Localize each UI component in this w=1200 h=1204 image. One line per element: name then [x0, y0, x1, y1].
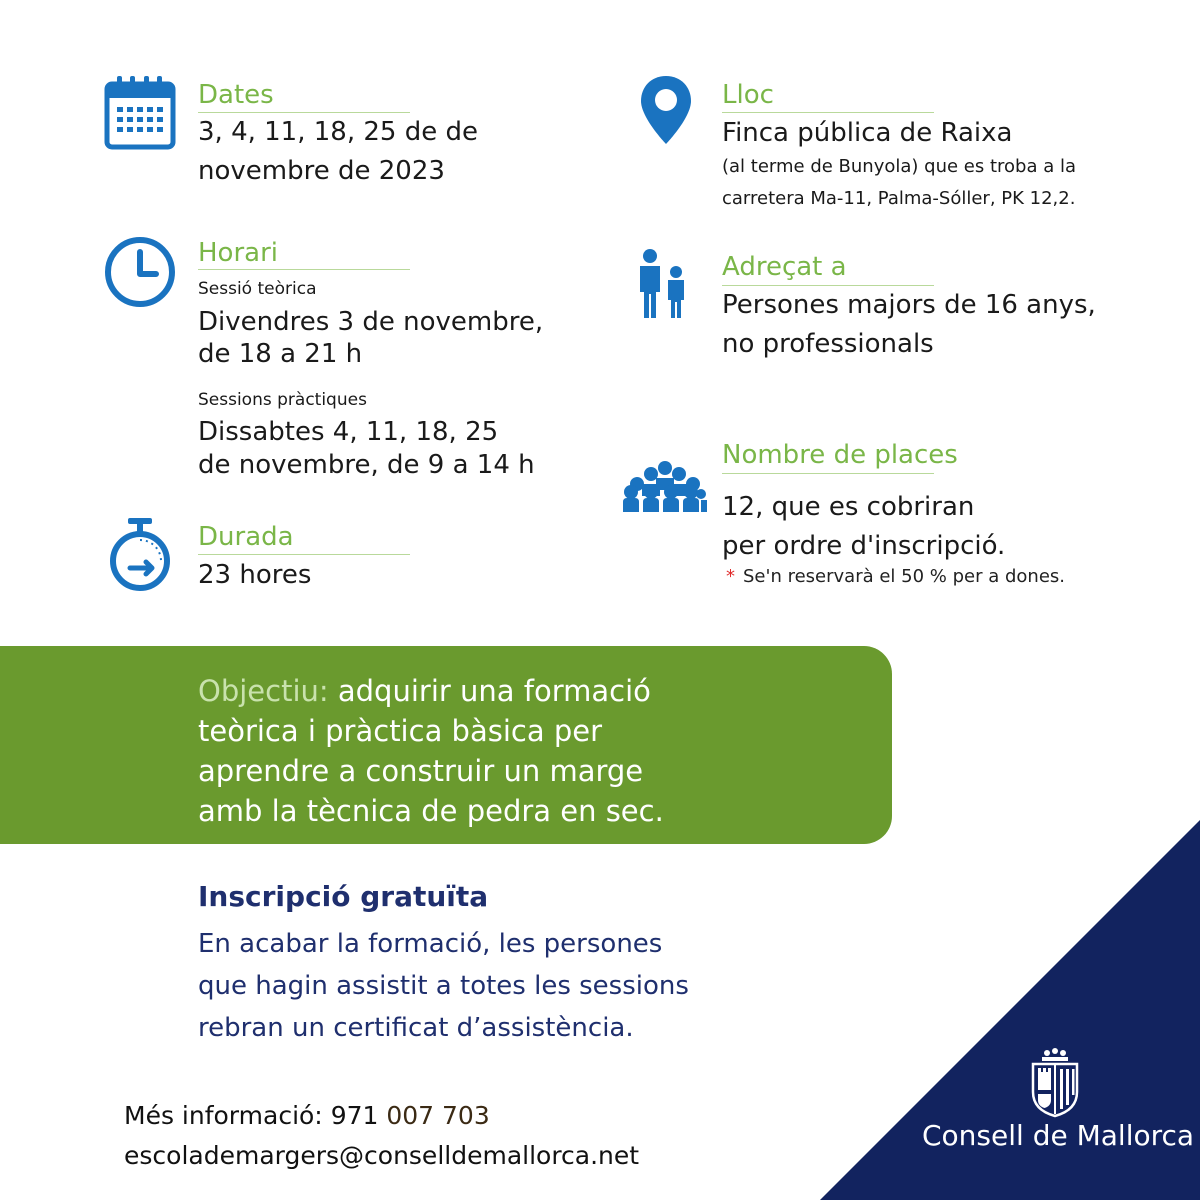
registration-title: Inscripció gratuïta	[198, 880, 489, 913]
objective-line-2: teòrica i pràctica bàsica per	[198, 714, 603, 748]
coat-of-arms-icon	[1027, 1048, 1083, 1118]
audience-line-1: Persones majors de 16 anys,	[722, 290, 1096, 320]
objective-line-1	[198, 671, 664, 711]
location-pin-icon	[638, 74, 694, 146]
schedule-label: Horari	[198, 238, 278, 268]
objective-key: Objectiu:	[198, 674, 329, 708]
place-detail-line-1: (al terme de Bunyola) que es troba a la	[722, 156, 1076, 177]
contact-info-line	[124, 1096, 490, 1136]
places-line-2: per ordre d'inscripció.	[722, 531, 1006, 561]
group-icon	[622, 460, 708, 514]
duration-divider	[198, 554, 410, 555]
clock-icon	[104, 236, 176, 308]
places-label: Nombre de places	[722, 440, 958, 470]
dates-line-2: novembre de 2023	[198, 156, 445, 186]
duration-value: 23 hores	[198, 560, 312, 590]
theory-session-line-2: de 18 a 21 h	[198, 339, 363, 369]
audience-divider	[722, 285, 934, 286]
places-note	[726, 566, 1065, 588]
objective-line-3: aprendre a construir un marge	[198, 754, 644, 788]
objective-line-1-text: adquirir una formació	[328, 674, 651, 708]
schedule-divider	[198, 269, 410, 270]
note-text: Se'n reservarà el 50 % per a dones.	[743, 566, 1065, 587]
dates-line-1: 3, 4, 11, 18, 25 de de	[198, 117, 478, 147]
stopwatch-icon	[108, 516, 172, 592]
audience-line-2: no professionals	[722, 329, 934, 359]
duration-label: Durada	[198, 522, 294, 552]
places-divider	[722, 473, 934, 474]
people-icon	[636, 248, 688, 320]
place-label: Lloc	[722, 80, 774, 110]
phone-number[interactable]: 007 703	[386, 1101, 490, 1130]
theory-session-line-1: Divendres 3 de novembre,	[198, 307, 544, 337]
practice-sessions-title: Sessions pràctiques	[198, 390, 367, 410]
dates-label: Dates	[198, 80, 274, 110]
registration-line-1: En acabar la formació, les persones	[198, 929, 663, 959]
practice-sessions-line-1: Dissabtes 4, 11, 18, 25	[198, 417, 499, 447]
places-line-1: 12, que es cobriran	[722, 492, 975, 522]
audience-label: Adreçat a	[722, 252, 847, 282]
note-asterisk: *	[726, 566, 735, 587]
info-label: Més informació:	[124, 1101, 331, 1130]
place-divider	[722, 112, 934, 113]
email-link[interactable]: escolademargers@conselldemallorca.net	[124, 1141, 640, 1170]
registration-line-3: rebran un certificat d’assistència.	[198, 1013, 634, 1043]
brand-name: Consell de Mallorca	[922, 1119, 1195, 1152]
place-detail-line-2: carretera Ma-11, Palma-Sóller, PK 12,2.	[722, 188, 1076, 209]
objective-text	[198, 671, 664, 831]
phone-prefix: 971	[330, 1101, 387, 1130]
place-name: Finca pública de Raixa	[722, 118, 1013, 148]
objective-line-4: amb la tècnica de pedra en sec.	[198, 794, 664, 828]
practice-sessions-line-2: de novembre, de 9 a 14 h	[198, 450, 535, 480]
dates-divider	[198, 112, 410, 113]
theory-session-title: Sessió teòrica	[198, 279, 317, 299]
objective-banner	[0, 646, 892, 844]
registration-line-2: que hagin assistit a totes les sessions	[198, 971, 689, 1001]
calendar-icon	[104, 74, 176, 150]
